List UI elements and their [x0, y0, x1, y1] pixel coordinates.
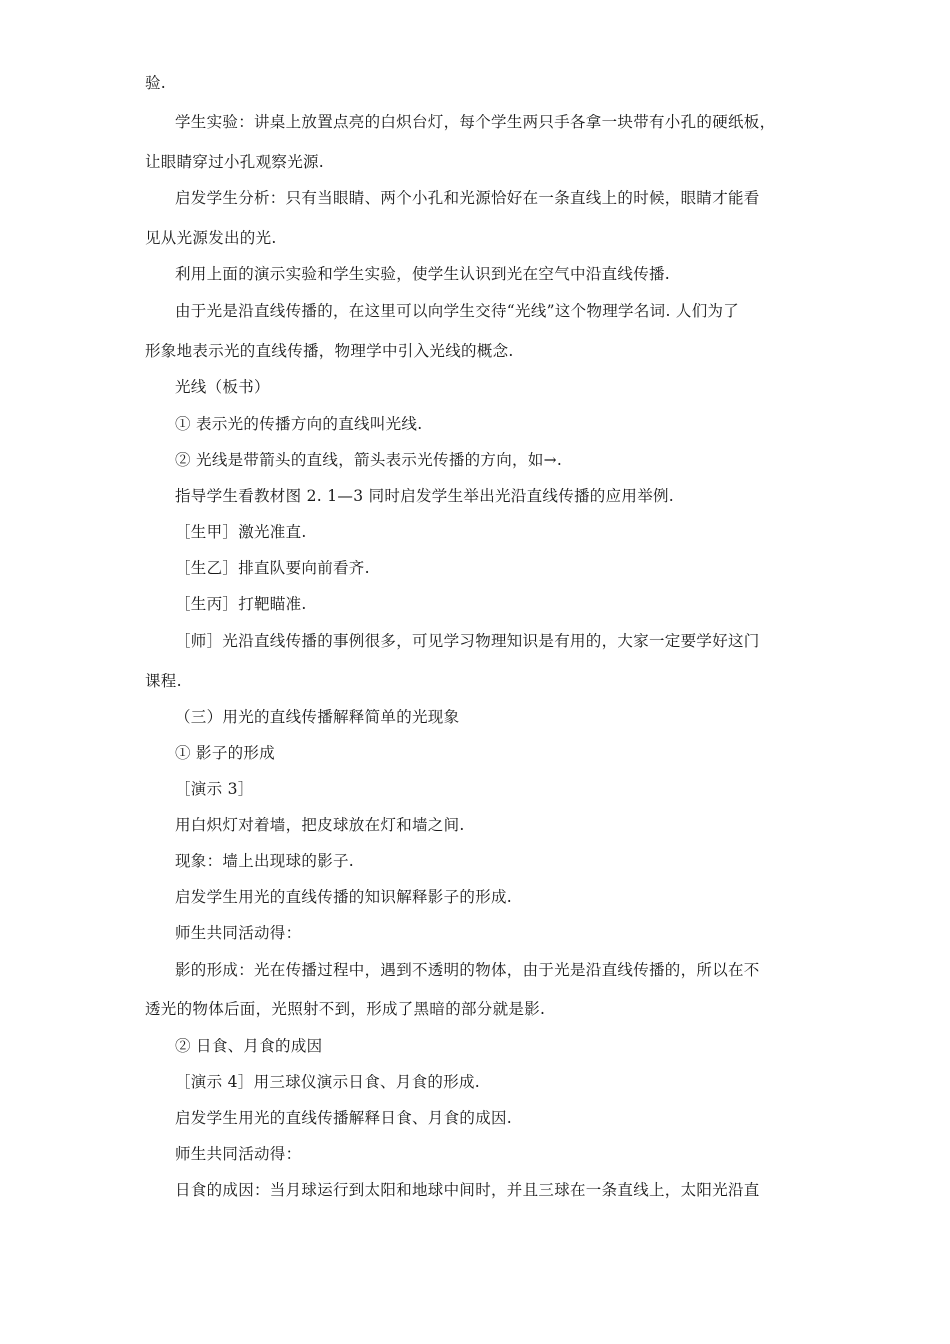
text-line: ② 光线是带箭头的直线，箭头表示光传播的方向，如→.: [175, 451, 563, 469]
text-line: ［生甲］激光准直.: [175, 523, 307, 541]
text-line: 指导学生看教材图 2. 1—3 同时启发学生举出光沿直线传播的应用举例.: [175, 487, 675, 505]
text-line: 光线（板书）: [175, 378, 270, 396]
text-line: ① 影子的形成: [175, 744, 276, 762]
text-line: 形象地表示光的直线传播，物理学中引入光线的概念.: [145, 342, 514, 360]
text-line: 利用上面的演示实验和学生实验，使学生认识到光在空气中沿直线传播.: [175, 265, 671, 283]
text-line: ［生乙］排直队要向前看齐.: [175, 559, 370, 577]
text-line: ［演示 4］用三球仪演示日食、月食的形成.: [175, 1073, 481, 1091]
text-line: 由于光是沿直线传播的，在这里可以向学生交待“光线”这个物理学名词. 人们为了: [175, 302, 740, 320]
text-line: ［生丙］打靶瞄准.: [175, 595, 307, 613]
text-line: 启发学生用光的直线传播解释日食、月食的成因.: [175, 1109, 513, 1127]
text-line: 验.: [145, 74, 167, 92]
text-line: ② 日食、月食的成因: [175, 1037, 323, 1055]
text-line: 透光的物体后面，光照射不到，形成了黑暗的部分就是影.: [145, 1000, 546, 1018]
text-line: 师生共同活动得：: [175, 924, 302, 942]
text-line: ［演示 3］: [175, 780, 254, 798]
text-line: ① 表示光的传播方向的直线叫光线.: [175, 415, 423, 433]
text-line: （三）用光的直线传播解释简单的光现象: [175, 708, 460, 726]
text-line: 用白炽灯对着墙，把皮球放在灯和墙之间.: [175, 816, 465, 834]
text-line: 见从光源发出的光.: [145, 229, 277, 247]
text-line: 学生实验：讲桌上放置点亮的白炽台灯，每个学生两只手各拿一块带有小孔的硬纸板，: [175, 113, 776, 131]
text-line: 让眼睛穿过小孔观察光源.: [145, 153, 325, 171]
text-line: 课程.: [145, 672, 182, 690]
text-line: 影的形成：光在传播过程中，遇到不透明的物体，由于光是沿直线传播的，所以在不: [175, 961, 760, 979]
text-line: ［师］光沿直线传播的事例很多，可见学习物理知识是有用的，大家一定要学好这门: [175, 632, 760, 650]
text-line: 师生共同活动得：: [175, 1145, 302, 1163]
text-line: 现象：墙上出现球的影子.: [175, 852, 355, 870]
text-line: 启发学生用光的直线传播的知识解释影子的形成.: [175, 888, 513, 906]
text-line: 日食的成因：当月球运行到太阳和地球中间时，并且三球在一条直线上，太阳光沿直: [175, 1181, 760, 1199]
text-line: 启发学生分析：只有当眼睛、两个小孔和光源恰好在一条直线上的时候，眼睛才能看: [175, 189, 760, 207]
